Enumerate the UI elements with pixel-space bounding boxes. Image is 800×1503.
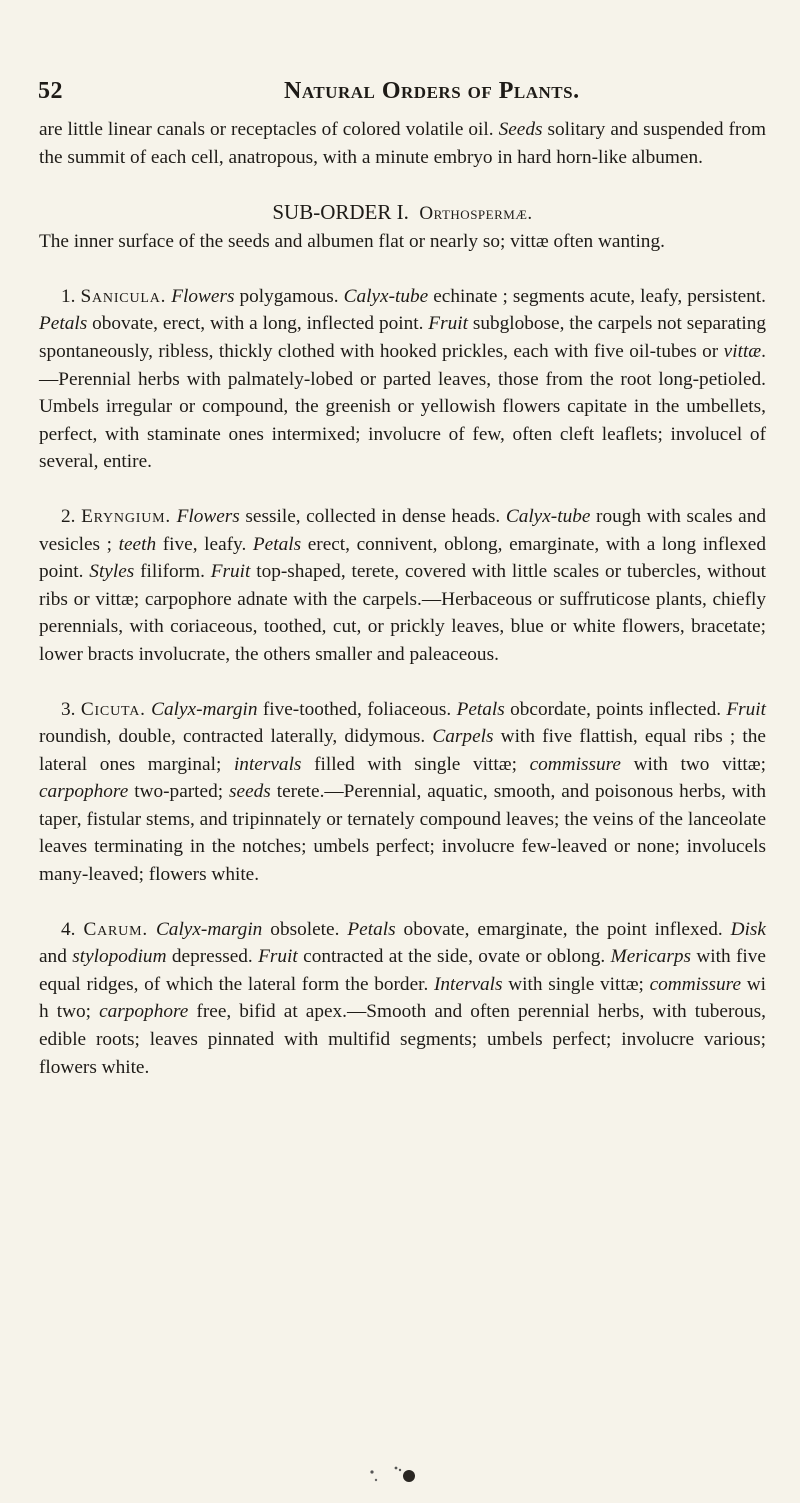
botanical-term: Carpels [432, 726, 494, 748]
printer-mark [362, 1462, 442, 1486]
genus-number: 4. [61, 918, 76, 940]
description-text: obsolete. [262, 918, 348, 940]
botanical-term: Petals [39, 313, 88, 335]
suborder-description: The inner surface of the seeds and albumen flat or nearly so; vittæ often wanting. [39, 231, 665, 253]
description-text: .—Perennial herbs with palmately-lobed or parted leaves, those from the root long-petioled. Umbels irregular or compound, the greenish or yellowish flowers capitate in the umbellets, perfect, with staminate ones intermixed; involucre of few, often cleft leaflets; involucel of several, entire. [39, 340, 766, 473]
botanical-term: Fruit [428, 313, 468, 335]
genus-name: Carum. [83, 918, 148, 940]
botanical-term: seeds [229, 781, 271, 803]
botanical-term: Petals [252, 533, 302, 555]
description-text: roundish, double, contracted laterally, didymous. [39, 726, 433, 748]
description-text: free, bifid at apex.—Smooth and often perennial herbs, with tuberous, edible roots; leaves pinnated with multifid segments; umbels perfect; involucre various; flowers white. [39, 1001, 766, 1078]
botanical-term: Calyx-tube [343, 285, 429, 307]
botanical-term: Calyx-margin [151, 698, 258, 720]
running-head: Natural Orders of Plants. [284, 78, 580, 104]
genus-number: 3. [61, 698, 76, 720]
botanical-term: Disk [730, 918, 766, 940]
botanical-term: Flowers [176, 505, 240, 527]
botanical-term: Intervals [434, 973, 503, 995]
botanical-term: vittæ [723, 340, 762, 362]
page-header [38, 72, 760, 112]
genus-name: Sanicula. [80, 285, 167, 307]
description-text: wi h two; [39, 973, 766, 1023]
description-text: filiform. [134, 561, 211, 583]
description-text: five, leafy. [156, 533, 253, 555]
description-text: depressed. [166, 946, 259, 968]
genus-entry-eryngium [39, 503, 766, 669]
botanical-term: teeth [118, 533, 157, 555]
intro-term-seeds: Seeds [498, 119, 543, 140]
genus-name: Eryngium. [81, 505, 171, 527]
botanical-term: Styles [89, 561, 135, 583]
botanical-term: commissure [529, 753, 621, 775]
description-text: terete.—Perennial, aquatic, smooth, and poisonous herbs, with taper, fistular stems, and tripinnately or ternately compound leaves; the veins of the lanceolate leaves terminating in the notches; umbels perfect; involucre few-leaved or none; involucels many-leaved; flowers white. [39, 781, 766, 886]
description-text: and [39, 946, 73, 968]
description-text: two-parted; [128, 781, 230, 803]
genus-number: 1. [61, 285, 76, 307]
description-text: sessile, collected in dense heads. [239, 505, 506, 527]
botanical-term: commissure [649, 973, 742, 995]
botanical-term: Petals [347, 918, 396, 940]
description-text: obovate, erect, with a long, inflected point. [87, 313, 429, 335]
botanical-term: Fruit [726, 698, 767, 720]
botanical-term: Flowers [171, 285, 235, 307]
description-text: with five flattish, equal ribs ; the lateral ones marginal; [39, 726, 766, 775]
intro-text-2: solitary and suspended from the summit of each cell, anatropous, with a minute embryo in hard horn-like albumen. [39, 119, 766, 168]
suborder-heading [39, 198, 766, 228]
description-text: with single vittæ; [502, 973, 650, 995]
description-text: erect, connivent, oblong, emarginate, with a long inflexed point. [39, 533, 766, 583]
description-text: polygamous. [234, 285, 344, 307]
description-text: contracted at the side, ovate or oblong. [297, 946, 611, 968]
description-text: obcordate, points inflected. [504, 698, 727, 720]
botanical-term: stylopodium [72, 946, 167, 968]
intro-paragraph [39, 116, 766, 171]
suborder-label: SUB-ORDER I. [272, 200, 409, 225]
description-text: rough with scales and vesicles ; [39, 505, 766, 555]
description-text: with five equal ridges, of which the lateral form the border. [39, 946, 766, 995]
genus-name: Cicuta. [80, 698, 146, 720]
description-text: top-shaped, terete, covered with little scales or tubercles, without ribs or vittæ; carpophore adnate with the carpels.—Herbaceous or suffruticose plants, chiefly perennials, with coriaceous, toothed, cut, or prickly leaves, blue or white flowers, bracetate; lower bracts involucrate, the others smaller and paleaceous. [39, 561, 767, 665]
suborder-name: Orthospermæ. [419, 203, 533, 225]
botanical-term: Petals [456, 698, 505, 720]
botanical-term: Calyx-margin [155, 918, 263, 940]
botanical-term: intervals [233, 753, 302, 775]
page-number: 52 [38, 78, 63, 104]
description-text: echinate ; segments acute, leafy, persistent. [428, 285, 766, 307]
genus-number: 2. [61, 505, 76, 527]
genus-entry-carum [39, 916, 766, 1082]
botanical-term: carpophore [39, 781, 129, 803]
description-text: with two vittæ; [620, 753, 766, 775]
genus-entry-sanicula [39, 283, 766, 476]
description-text: obovate, emarginate, the point inflexed. [395, 918, 731, 940]
botanical-term: carpophore [99, 1001, 189, 1023]
botanical-term: Mericarps [610, 946, 691, 968]
genus-entry-cicuta [39, 696, 766, 889]
intro-text-1: are little linear canals or receptacles of colored volatile oil. [39, 119, 499, 140]
botanical-term: Calyx-tube [505, 505, 591, 527]
botanical-term: Fruit [258, 946, 298, 968]
description-text: subglobose, the carpels not separating spontaneously, ribless, thickly clothed with hooked prickles, each with five oil-tubes or [39, 313, 766, 362]
botanical-term: Fruit [210, 561, 251, 583]
description-text: filled with single vittæ; [301, 753, 530, 775]
page-body [39, 116, 766, 1081]
description-text: five-toothed, foliaceous. [257, 698, 457, 720]
